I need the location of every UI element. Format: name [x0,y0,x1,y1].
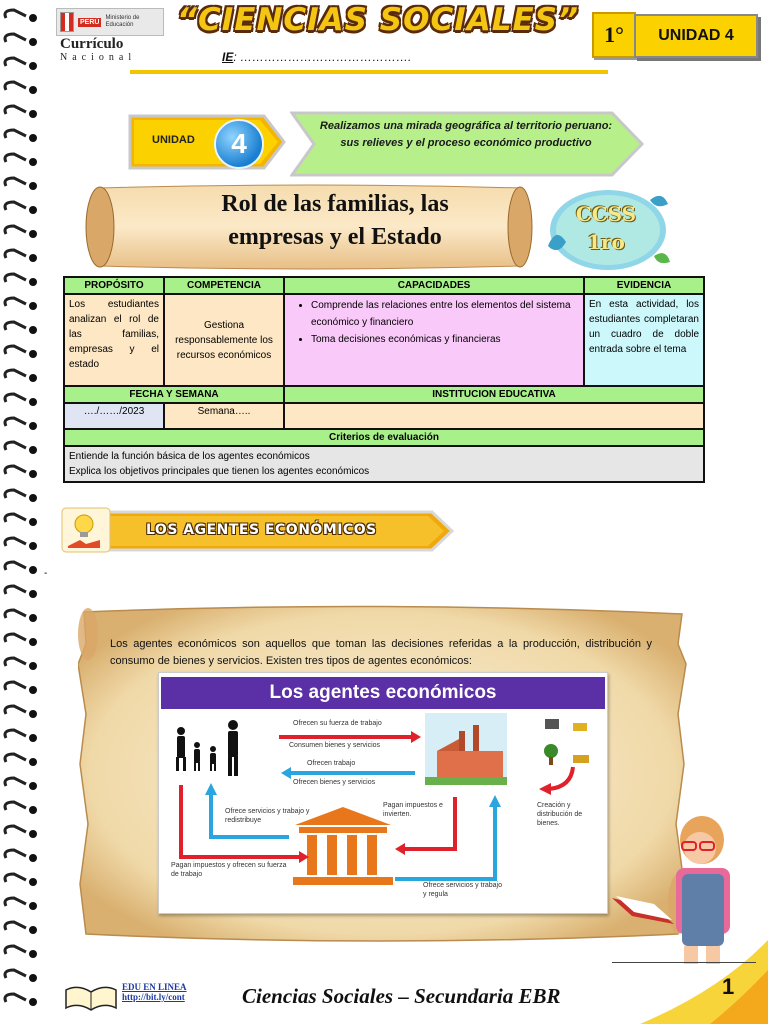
spiral-ring [5,226,26,234]
margin-mark: - [44,568,48,579]
spiral-hole [29,494,37,502]
spiral-hole [29,158,37,166]
edu-url: http://bit.ly/cont [122,992,185,1002]
page-title: “CIENCIAS SOCIALES” [177,2,579,38]
header-rule [130,70,608,74]
label-estado-regula: Ofrece servicios y trabajo y regula [423,882,502,898]
header-institucion: INSTITUCION EDUCATIVA [284,386,704,403]
peru-flag-icon [60,12,74,32]
spiral-hole [29,14,37,22]
lesson-title [150,188,520,254]
fecha-cell[interactable]: …./……/2023 [64,403,164,429]
spiral-hole [29,446,37,454]
spiral-hole [29,950,37,958]
spiral-ring [5,994,26,1002]
spiral-hole [29,206,37,214]
spiral-hole [29,470,37,478]
label-fuerza-trabajo: Ofrecen su fuerza de trabajo [293,720,382,727]
spiral-hole [29,806,37,814]
spiral-hole [29,710,37,718]
edu-en-linea-link[interactable] [122,982,187,1002]
spiral-hole [29,638,37,646]
spiral-ring [5,490,26,498]
spiral-hole [29,590,37,598]
agents-diagram [158,672,608,914]
planning-table [63,276,705,483]
spiral-ring [5,778,26,786]
ccss-badge-line2: 1ro [587,230,625,254]
spiral-ring [5,538,26,546]
label-consumen: Consumen bienes y servicios [289,742,381,749]
edu-brand: EDU EN LINEA [122,982,187,992]
spiral-hole [29,878,37,886]
evidencia-cell: En esta actividad, los estudiantes completaran un cuadro de doble entrada sobre el tema [584,294,704,386]
spiral-ring [5,898,26,906]
label-ofrecen-trabajo: Ofrecen trabajo [307,760,356,767]
spiral-ring [5,346,26,354]
capacidades-cell [284,294,584,386]
spiral-ring [5,754,26,762]
competencia-cell: Gestiona responsablemente los recursos económicos [164,294,284,386]
spiral-hole [29,614,37,622]
spiral-hole [29,350,37,358]
spiral-ring [5,658,26,666]
spiral-hole [29,302,37,310]
curriculo-label: Currículo [60,36,124,52]
footer-title: Ciencias Sociales – Secundaria EBR [242,984,561,1008]
proposito-cell: Los estudiantes analizan el rol de las familias, empresas y el estado [64,294,164,386]
spiral-hole [29,182,37,190]
header-criterios: Criterios de evaluación [64,429,704,446]
ccss-badge-line1: CCSS [575,202,637,226]
section-title: LOS AGENTES ECONÓMICOS [146,522,377,538]
capacidad-item: • Comprende las relaciones entre los elementos del sistema económico y financiero [311,297,579,331]
book-logo-icon [64,982,118,1012]
spiral-hole [29,926,37,934]
spiral-ring [5,706,26,714]
spiral-hole [29,230,37,238]
spiral-ring [5,634,26,642]
resources-icon [544,719,589,765]
spiral-hole [29,662,37,670]
spiral-ring [5,34,26,42]
lesson-title-line2: empresas y el Estado [228,224,442,250]
grade-badge: 1° [592,12,636,58]
spiral-ring [5,298,26,306]
unit-number: 4 [214,119,264,169]
ccss-badge-text [560,200,652,256]
spiral-ring [5,922,26,930]
lesson-title-line1: Rol de las familias, las [221,191,449,217]
spiral-ring [5,610,26,618]
spiral-hole [29,782,37,790]
label-empresas-impuestos: Pagan impuestos e invierten. [383,802,443,818]
spiral-hole [29,542,37,550]
spiral-hole [29,326,37,334]
spiral-ring [5,418,26,426]
ie-label: IE [222,50,234,64]
spiral-ring [5,946,26,954]
spiral-ring [5,10,26,18]
ministry-name: Ministerio de Educación [105,15,140,28]
spiral-hole [29,62,37,70]
header-fecha: FECHA Y SEMANA [64,386,284,403]
spiral-ring [5,250,26,258]
spiral-hole [29,374,37,382]
spiral-hole [29,998,37,1006]
capacidad-item: • Toma decisiones económicas y financieras [311,331,579,348]
ie-field[interactable] [222,50,411,64]
spiral-hole [29,86,37,94]
spiral-ring [5,154,26,162]
spiral-ring [5,730,26,738]
spiral-ring [5,682,26,690]
spiral-ring [5,178,26,186]
unit-tag: UNIDAD 4 [634,14,758,58]
spiral-ring [5,58,26,66]
spiral-ring [5,562,26,570]
nacional-label: Nacional [60,52,137,63]
spiral-hole [29,278,37,286]
spiral-ring [5,322,26,330]
spiral-hole [29,38,37,46]
spiral-ring [5,202,26,210]
ie-blank: : ……………………………………. [233,50,412,64]
peru-tag: PERÚ [79,18,100,26]
spiral-ring [5,106,26,114]
label-ofrecen-bienes: Ofrecen bienes y servicios [293,779,376,786]
footer-rule [612,962,756,963]
spiral-ring [5,850,26,858]
institucion-cell[interactable] [284,403,704,429]
intro-paragraph: Los agentes económicos son aquellos que toman las decisiones referidas a la producción, distribución y consumo de bienes y servicios. Existen tres tipos de agentes económicos: [110,638,652,667]
student-reading-illustration [610,812,740,964]
label-creacion-bienes: Creación y distribución de bienes. [537,802,583,827]
label-familias-impuestos: Pagan impuestos y ofrecen su fuerza de trabajo [171,862,287,878]
header-competencia: COMPETENCIA [164,277,284,294]
criterio-item: Entiende la función básica de los agentes económicos [69,451,310,462]
spiral-hole [29,830,37,838]
spiral-ring [5,130,26,138]
unit-description: Realizamos una mirada geográfica al territorio peruano: sus relieves y el proceso económico productivo [319,120,613,149]
family-icon [176,720,238,776]
spiral-hole [29,518,37,526]
spiral-hole [29,854,37,862]
page-number: 1 [722,974,735,999]
spiral-hole [29,734,37,742]
header-capacidades: CAPACIDADES [284,277,584,294]
label-estado-servicios: Ofrece servicios y trabajo y redistribuye [225,808,310,824]
spiral-hole [29,758,37,766]
header-proposito: PROPÓSITO [64,277,164,294]
spiral-hole [29,902,37,910]
spiral-hole [29,566,37,574]
spiral-hole [29,110,37,118]
criterios-cell [64,446,704,482]
spiral-ring [5,466,26,474]
spiral-hole [29,686,37,694]
spiral-ring [5,970,26,978]
spiral-ring [5,514,26,522]
spiral-hole [29,254,37,262]
spiral-ring [5,274,26,282]
spiral-ring [5,82,26,90]
criterio-item: Explica los objetivos principales que tienen los agentes económicos [69,466,370,477]
spiral-binding [0,0,48,1024]
spiral-ring [5,874,26,882]
spiral-hole [29,398,37,406]
spiral-ring [5,442,26,450]
spiral-hole [29,974,37,982]
spiral-ring [5,802,26,810]
minedu-logo [56,8,164,36]
unit-label: UNIDAD [152,134,195,146]
diagram-title: Los agentes económicos [161,677,605,709]
spiral-hole [29,422,37,430]
factory-icon [425,713,507,785]
spiral-ring [5,586,26,594]
header-evidencia: EVIDENCIA [584,277,704,294]
spiral-ring [5,370,26,378]
spiral-hole [29,134,37,142]
spiral-ring [5,394,26,402]
spiral-ring [5,826,26,834]
semana-cell[interactable]: Semana….. [164,403,284,429]
